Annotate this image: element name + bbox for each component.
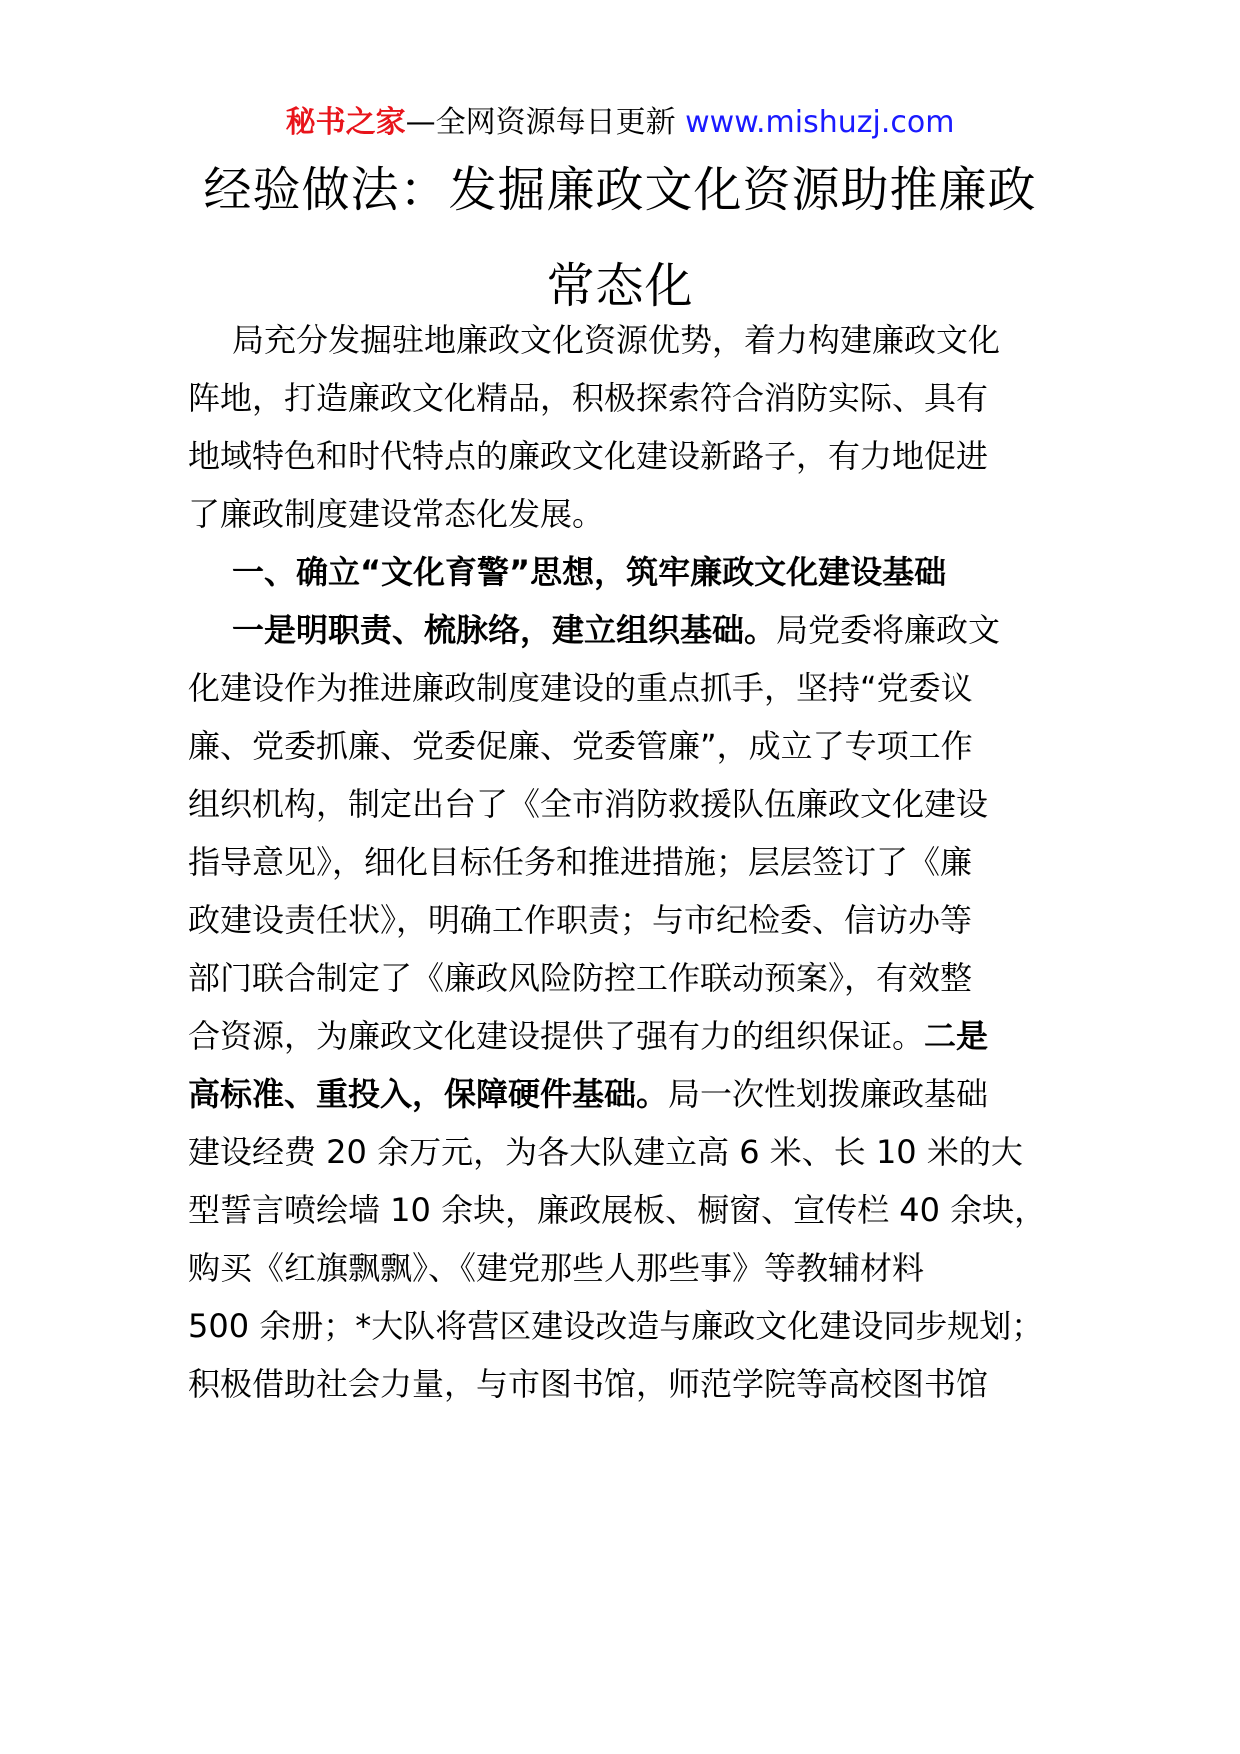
paragraph-line: 阵地，打造廉政文化精品，积极探索符合消防实际、具有 xyxy=(188,379,989,417)
paragraph-line: 部门联合制定了《廉政风险防控工作联动预案》，有效整 xyxy=(188,959,973,997)
paragraph-line xyxy=(188,1070,988,1118)
paragraph-line: 指导意见》，细化目标任务和推进措施；层层签订了《廉 xyxy=(188,843,973,881)
paragraph-lead: 高标准、重投入，保障硬件基础。 xyxy=(188,1075,669,1113)
paragraph-line: 500 余册；*大队将营区建设改造与廉政文化建设同步规划； xyxy=(188,1307,1044,1345)
section-heading: 一、确立“文化育警”思想，筑牢廉政文化建设基础 xyxy=(232,553,947,591)
paragraph-text: 局党委将廉政文 xyxy=(776,611,1001,649)
paragraph-line: 建设经费 20 余万元，为各大队建立高 6 米、长 10 米的大 xyxy=(188,1133,1023,1171)
paragraph-text: 合资源，为廉政文化建设提供了强有力的组织保证。 xyxy=(188,1017,925,1055)
paragraph-lead: 一是明职责、梳脉络，建立组织基础。 xyxy=(232,611,777,649)
paragraph-line: 型誓言喷绘墙 10 余块，廉政展板、橱窗、宣传栏 40 余块， xyxy=(188,1191,1047,1229)
site-header xyxy=(0,100,1240,146)
paragraph-line: 积极借助社会力量，与市图书馆，师范学院等高校图书馆 xyxy=(188,1365,989,1403)
document-title-line-1: 经验做法：发掘廉政文化资源助推廉政 xyxy=(203,162,1037,218)
paragraph-line: 了廉政制度建设常态化发展。 xyxy=(188,495,605,533)
site-url-link[interactable]: www.mishuzj.com xyxy=(685,105,955,140)
site-brand: 秘书之家 xyxy=(285,105,406,140)
paragraph-line: 局充分发掘驻地廉政文化资源优势，着力构建廉政文化 xyxy=(232,321,1001,359)
document-title-line-2: 常态化 xyxy=(546,258,694,314)
paragraph-line: 政建设责任状》，明确工作职责；与市纪检委、信访办等 xyxy=(188,901,973,939)
paragraph-line: 购买《红旗飘飘》、《建党那些人那些事》等教辅材料 xyxy=(188,1249,925,1287)
paragraph-line: 组织机构，制定出台了《全市消防救援队伍廉政文化建设 xyxy=(188,785,989,823)
paragraph-line: 廉、党委抓廉、党委促廉、党委管廉”，成立了专项工作 xyxy=(188,727,973,765)
paragraph-line xyxy=(188,1012,988,1060)
paragraph-lead: 二是 xyxy=(924,1017,989,1055)
paragraph-line xyxy=(232,606,1000,654)
paragraph-line: 化建设作为推进廉政制度建设的重点抓手，坚持“党委议 xyxy=(188,669,973,707)
paragraph-text: 局一次性划拨廉政基础 xyxy=(668,1075,989,1113)
paragraph-line: 地域特色和时代特点的廉政文化建设新路子，有力地促进 xyxy=(188,437,989,475)
site-tagline: —全网资源每日更新 xyxy=(405,105,676,140)
